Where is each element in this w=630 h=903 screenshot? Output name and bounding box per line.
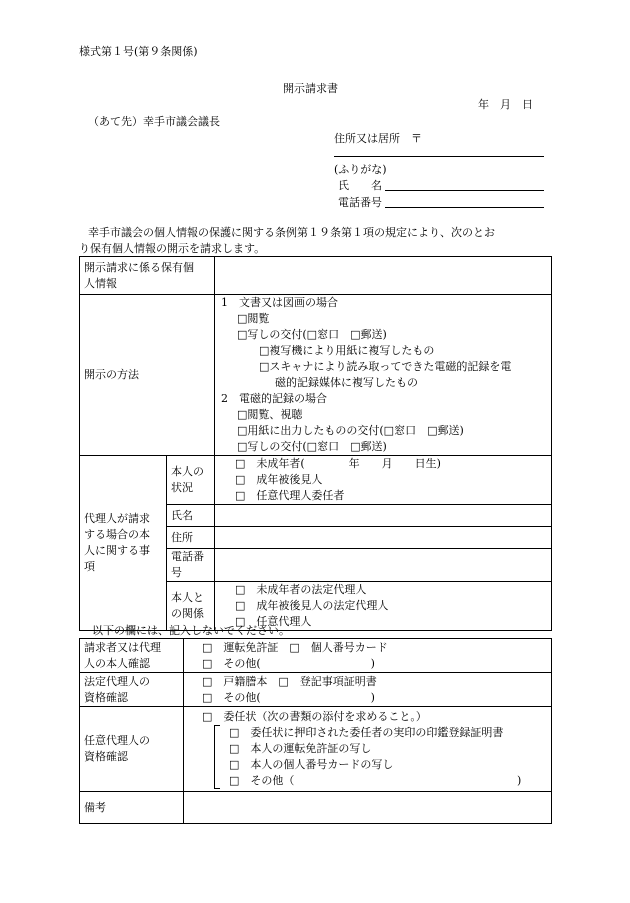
voluntary-agent-options[interactable]: □ 委任状（次の書類の添付を求めること。） □ 委任状に押印された委任者の実印の印鑑登録証明書 □ 本人の運転免許証の写し □ 本人の個人番号カードの写し □ その他（ ) [184, 707, 552, 792]
legal-agent-label: 法定代理人の 資格確認 [80, 673, 184, 707]
applicant-furigana-label: (ふりがな) [334, 163, 387, 176]
remarks-label: 備考 [80, 792, 184, 824]
identity-options[interactable]: □ 運転免許証 □ 個人番号カード □ その他( ) [184, 639, 552, 673]
request-table [79, 256, 552, 631]
date-line: 年 月 日 [478, 98, 533, 111]
bracket-top [215, 725, 220, 726]
office-use-note: 以下の欄には、記入しないでください。 [92, 624, 290, 637]
applicant-name-field[interactable] [385, 190, 544, 191]
voluntary-agent-label: 任意代理人の 資格確認 [80, 707, 184, 792]
status-options[interactable]: □ 未成年者( 年 月 日生) □ 成年被後見人 □ 任意代理人委任者 [215, 456, 552, 505]
method-options[interactable]: 1 文書又は図画の場合 □閲覧 □写しの交付(□窓口 □郵送) □複写機により用紙に複写したもの □スキャナにより読み取ってできた電磁的記録を電 磁的記録媒体に複写したもの 2 電磁的記録の場合 □閲覧、視聴 □用紙に出力したものの交付(□窓口 □郵送) □写しの交付(□窓口 □郵送) [215, 295, 552, 456]
remarks-field[interactable] [184, 792, 552, 824]
applicant-address-label: 住所又は居所 〒 [334, 132, 422, 145]
method-label: 開示の方法 [80, 295, 215, 456]
intro-line-2: り保有個人情報の開示を請求します。 [79, 242, 266, 255]
form-number: 様式第１号(第９条関係) [79, 45, 198, 58]
legal-agent-options[interactable]: □ 戸籍謄本 □ 登記事項証明書 □ その他( ) [184, 673, 552, 707]
applicant-name-label: 氏 名 [338, 179, 382, 192]
intro-line-1: 幸手市議会の個人情報の保護に関する条例第１９条第１項の規定により、次のとお [88, 226, 495, 239]
other-close-paren: ) [517, 774, 522, 787]
applicant-phone-field[interactable] [385, 207, 544, 208]
addressee: （あて先）幸手市議会議長 [88, 115, 220, 128]
agent-phone-label: 電話番号 [167, 549, 215, 582]
agent-name-label: 氏名 [167, 505, 215, 527]
office-table [79, 638, 552, 824]
agent-address-label: 住所 [167, 527, 215, 549]
document-title: 開示請求書 [283, 82, 338, 95]
agent-address-field[interactable] [215, 527, 552, 549]
applicant-phone-label: 電話番号 [338, 196, 382, 209]
agent-name-field[interactable] [215, 505, 552, 527]
agent-section-label: 代理人が請求 する場合の本 人に関する事 項 [80, 456, 167, 631]
status-label: 本人の状況 [167, 456, 215, 505]
applicant-address-field[interactable] [334, 156, 544, 157]
relation-label: 本人との関係 [167, 582, 215, 631]
relation-options[interactable]: □ 未成年者の法定代理人 □ 成年被後見人の法定代理人 □ 任意代理人 [215, 582, 552, 631]
info-field[interactable] [215, 257, 552, 295]
agent-phone-field[interactable] [215, 549, 552, 582]
info-label: 開示請求に係る保有個 人情報 [80, 257, 215, 295]
identity-label: 請求者又は代理 人の本人確認 [80, 639, 184, 673]
